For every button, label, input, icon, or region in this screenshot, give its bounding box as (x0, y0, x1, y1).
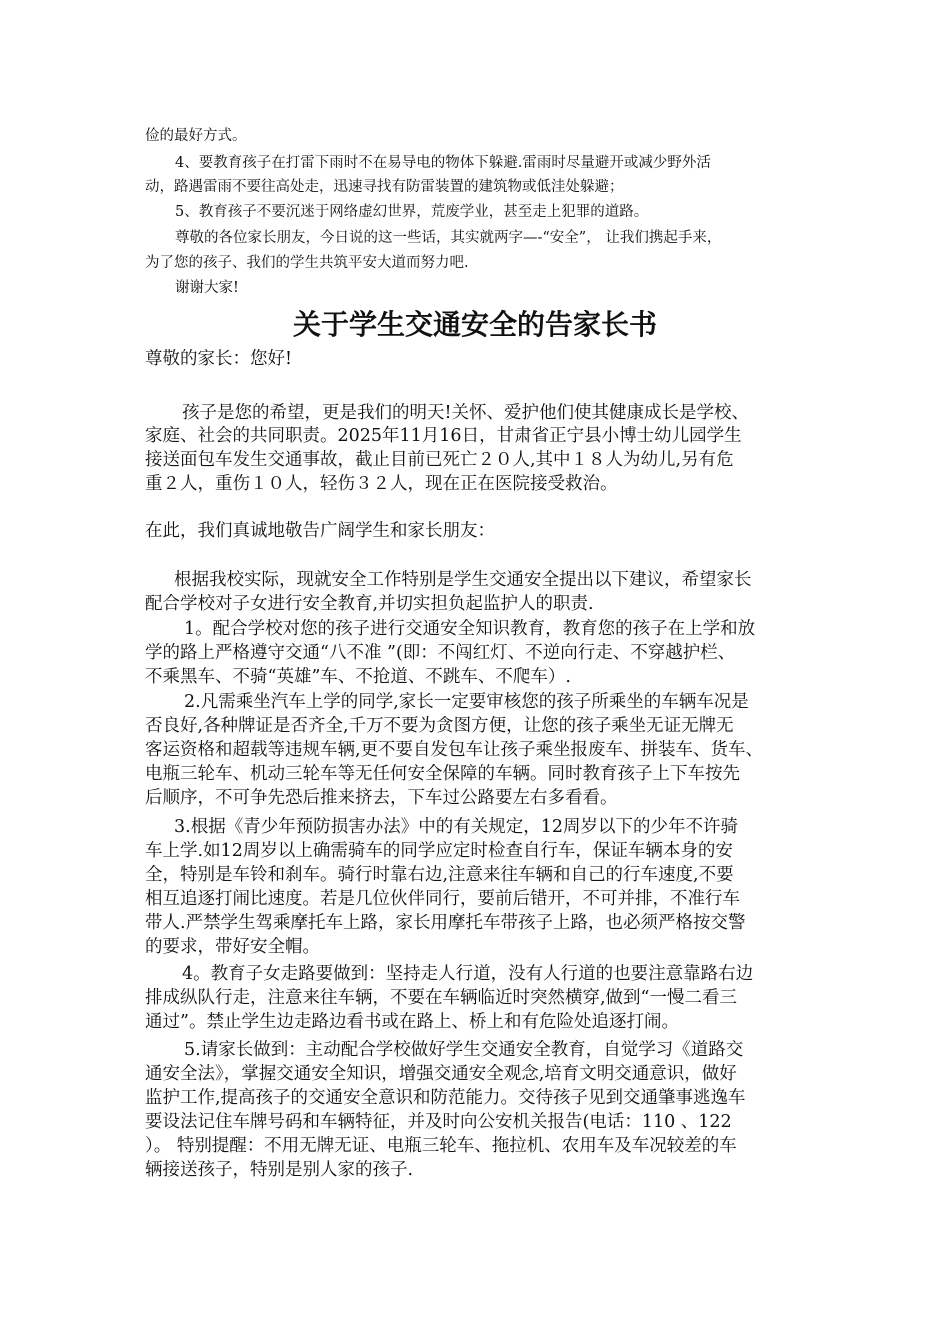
body-line: 要设法记住车牌号码和车辆特征，并及时向公安机关报告(电话：110 、122 (145, 1112, 732, 1132)
body-line: 客运资格和超载等违规车辆,更不要自发包车让孩子乘坐报废车、拼装车、货车、 (145, 740, 764, 760)
intro-line: 孩子是您的希望，更是我们的明天!关怀、爱护他们使其健康成长是学校、 (182, 403, 750, 423)
body-line: 电瓶三轮车、机动三轮车等无任何安全保障的车辆。同时教育孩子上下车按先 (145, 764, 740, 784)
body-line: 的要求，带好安全帽。 (145, 937, 320, 957)
top-text-line: 为了您的孩子、我们的学生共筑平安大道而努力吧. (145, 255, 469, 271)
body-line: 通过”。禁止学生边走路边看书或在路上、桥上和有危险处追逐打闹。 (145, 1012, 679, 1032)
body-line: 根据我校实际，现就安全工作特别是学生交通安全提出以下建议，希望家长 (174, 570, 752, 590)
body-line: 不乘黑车、不骑“英雄”车、不抢道、不跳车、不爬车）. (145, 667, 571, 687)
body-line: 配合学校对子女进行安全教育,并切实担负起监护人的职责. (145, 594, 594, 614)
body-line: 否良好,各种牌证是否齐全,千万不要为贪图方便，让您的孩子乘坐无证无牌无 (145, 716, 734, 736)
intro-line: 重２人，重伤１０人，轻伤３２人，现在正在医院接受救治。 (145, 474, 618, 494)
intro-line: 家庭、社会的共同职责。2025年11月16日，甘肃省正宁县小博士幼儿园学生 (145, 426, 742, 446)
body-line: ）。 特别提醒：不用无牌无证、电瓶三轮车、拖拉机、农用车及车况较差的车 (145, 1136, 737, 1156)
body-line: 辆接送孩子，特别是别人家的孩子. (145, 1160, 414, 1180)
body-line: 排成纵队行走，注意来往车辆，不要在车辆临近时突然横穿,做到“一慢二看三 (145, 988, 738, 1008)
intro-line: 接送面包车发生交通事故，截止目前已死亡２０人,其中１８人为幼儿,另有危 (145, 450, 734, 470)
body-line: 2.凡需乘坐汽车上学的同学,家长一定要审核您的孩子所乘坐的车辆车况是 (184, 692, 749, 712)
body-line: 1。配合学校对您的孩子进行交通安全知识教育，教育您的孩子在上学和放 (184, 619, 756, 639)
top-text-line: 5、教育孩子不要沉迷于网络虚幻世界，荒废学业，甚至走上犯罪的道路。 (175, 204, 649, 220)
body-line: 车上学.如12周岁以上确需骑车的同学应定时检查自行车，保证车辆本身的安 (145, 841, 733, 861)
top-text-line: 俭的最好方式。 (145, 128, 247, 144)
address-line: 在此，我们真诚地敬告广阔学生和家长朋友： (145, 521, 495, 541)
top-text-line: 动，路遇雷雨不要往高处走，迅速寻找有防雷装置的建筑物或低洼处躲避； (145, 179, 624, 195)
body-line: 通安全法》，掌握交通安全知识，增强交通安全观念,培育文明交通意识，做好 (145, 1064, 737, 1084)
body-line: 相互追逐打闹比速度。若是几位伙伴同行，要前后错开，不可并排，不准行车 (145, 889, 740, 909)
letter-title: 关于学生交通安全的告家长书 (292, 308, 657, 341)
body-line: 3.根据《青少年预防损害办法》中的有关规定，12周岁以下的少年不许骑 (174, 817, 738, 837)
body-line: 4。教育子女走路要做到：坚持走人行道，没有人行道的也要注意靠路右边 (182, 964, 754, 984)
body-line: 带人.严禁学生驾乘摩托车上路，家长用摩托车带孩子上路，也必须严格按交警 (145, 913, 746, 933)
body-line: 监护工作,提高孩子的交通安全意识和防范能力。交待孩子见到交通肇事逃逸车 (145, 1088, 746, 1108)
body-line: 5.请家长做到：主动配合学校做好学生交通安全教育，自觉学习《道路交 (184, 1040, 744, 1060)
top-text-line: 尊敬的各位家长朋友，今日说的这一些话，其实就两字—-“安全”， 让我们携起手来， (175, 230, 722, 246)
body-line: 全，特别是车铃和刹车。骑行时靠右边,注意来往车辆和自己的行车速度,不要 (145, 865, 734, 885)
top-text-line: 谢谢大家! (175, 280, 239, 296)
letter-greeting: 尊敬的家长：您好! (145, 349, 293, 369)
body-line: 学的路上严格遵守交通“八不准 ”(即：不闯红灯、不逆向行走、不穿越护栏、 (145, 643, 736, 663)
top-text-line: 4、要教育孩子在打雷下雨时不在易导电的物体下躲避.雷雨时尽量避开或减少野外活 (175, 155, 711, 171)
body-line: 后顺序，不可争先恐后推来挤去，下车过公路要左右多看看。 (145, 788, 618, 808)
